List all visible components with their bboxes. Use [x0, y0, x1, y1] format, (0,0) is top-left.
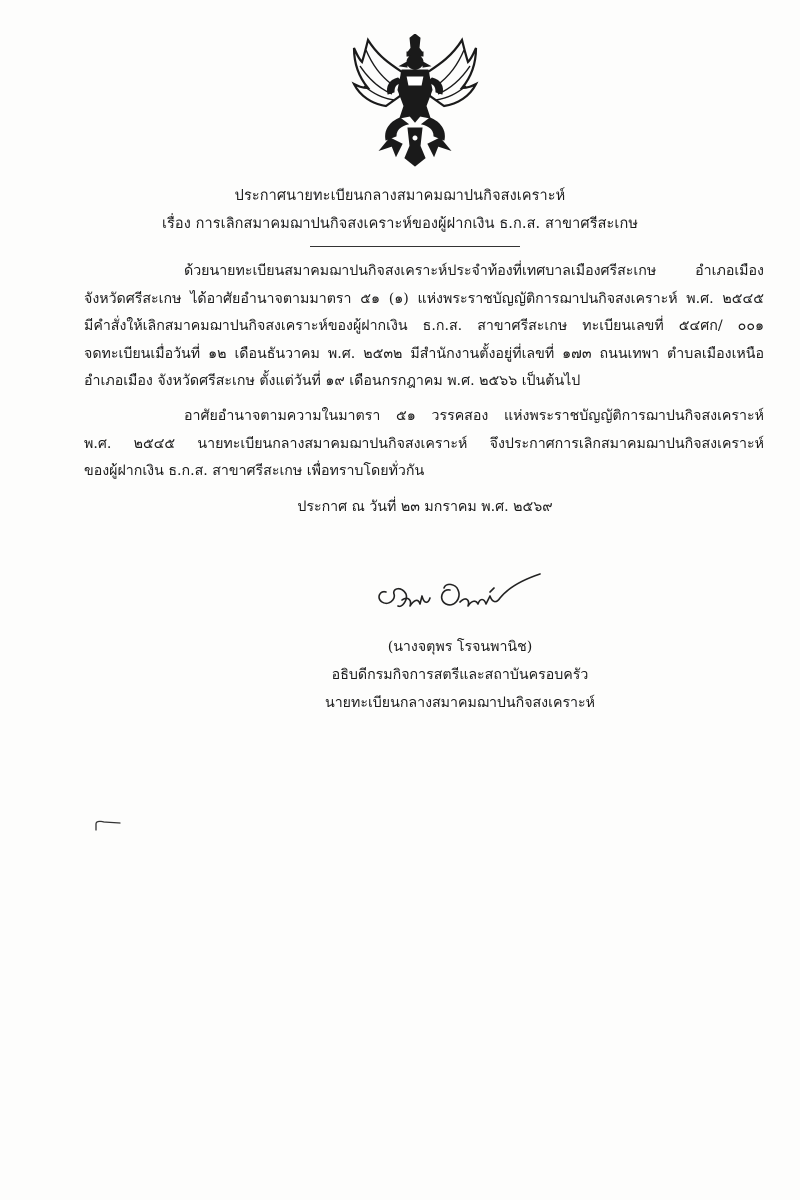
- paragraph-1: [84, 258, 764, 396]
- pen-mark: [92, 818, 124, 832]
- paragraph-line: พ.ศ. ๒๕๔๕ นายทะเบียนกลางสมาคมฌาปนกิจสงเคราะห์ จึงประกาศการเลิกสมาคมฌาปนกิจสงเคราะห์: [84, 435, 764, 452]
- garuda-emblem-icon: [350, 34, 480, 169]
- paragraph-line: ด้วยนายทะเบียนสมาคมฌาปนกิจสงเคราะห์ประจำท้องที่เทศบาลเมืองศรีสะเกษ อำเภอเมือง: [184, 263, 764, 279]
- title-divider: [310, 246, 520, 247]
- paragraph-line: จังหวัดศรีสะเกษ ได้อาศัยอำนาจตามมาตรา ๕๑ (๑) แห่งพระราชบัญญัติการฌาปนกิจสงเคราะห์ พ.ศ. ๒๕๔๕: [84, 290, 764, 307]
- announcement-date: ประกาศ ณ วันที่ ๒๓ มกราคม พ.ศ. ๒๕๖๙: [297, 499, 553, 515]
- signer-name: (นางจตุพร โรจนพานิช): [387, 639, 533, 655]
- paragraph-line: อาศัยอำนาจตามความในมาตรา ๕๑ วรรคสอง แห่งพระราชบัญญัติการฌาปนกิจสงเคราะห์: [184, 408, 764, 424]
- paragraph-line: ของผู้ฝากเงิน ธ.ก.ส. สาขาศรีสะเกษ เพื่อทราบโดยทั่วกัน: [84, 463, 425, 479]
- paragraph-line: มีคำสั่งให้เลิกสมาคมฌาปนกิจสงเคราะห์ของผู้ฝากเงิน ธ.ก.ส. สาขาศรีสะเกษ ทะเบียนเลขที่ ๕๔ศก/ ๐๐๑: [84, 318, 764, 334]
- paragraph-line: อำเภอเมือง จังหวัดศรีสะเกษ ตั้งแต่วันที่ ๑๙ เดือนกรกฎาคม พ.ศ. ๒๕๖๖ เป็นต้นไป: [84, 373, 581, 389]
- signer-position: อธิบดีกรมกิจการสตรีและสถาบันครอบครัว: [331, 667, 589, 683]
- handwritten-signature: [372, 570, 550, 622]
- signer-title: นายทะเบียนกลางสมาคมฌาปนกิจสงเคราะห์: [325, 695, 595, 711]
- announcement-subject: เรื่อง การเลิกสมาคมฌาปนกิจสงเคราะห์ของผู้ฝากเงิน ธ.ก.ส. สาขาศรีสะเกษ: [161, 216, 639, 232]
- announcement-title: ประกาศนายทะเบียนกลางสมาคมฌาปนกิจสงเคราะห์: [234, 188, 566, 204]
- paragraph-line: จดทะเบียนเมื่อวันที่ ๑๒ เดือนธันวาคม พ.ศ. ๒๕๓๒ มีสำนักงานตั้งอยู่ที่เลขที่ ๑๗๓ ถนนเทพา ตำบลเมืองเหนือ: [84, 345, 764, 362]
- paragraph-2: [84, 403, 764, 486]
